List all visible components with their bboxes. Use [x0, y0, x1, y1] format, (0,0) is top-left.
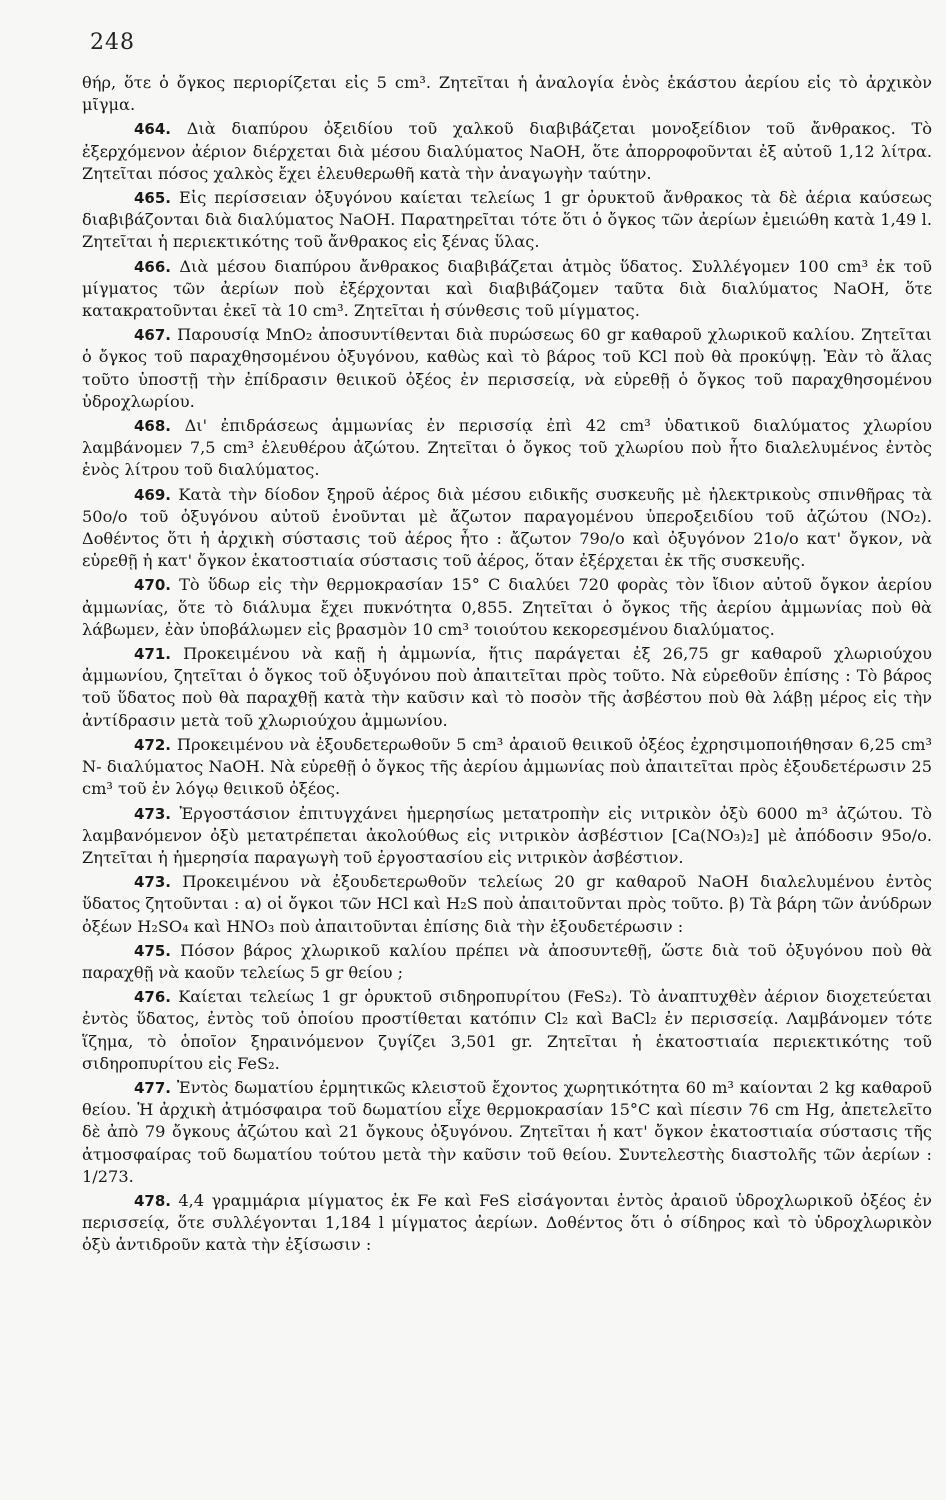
problem-number: 466. [134, 257, 172, 276]
problem-text: Καίεται τελείως 1 gr ὀρυκτοῦ σιδηροπυρίτου (FeS₂). Τὸ ἀναπτυχθὲν ἀέριον διοχετεύεται ἐντὸς ὕδατος, ἐντὸς τοῦ ὁποίου προστίθεται κατόπιν Cl₂ καὶ BaCl₂ ἐν περισσείᾳ. Λαμβάνομεν τότε ἵζημα, τὸ ὁποῖον ξηραινόμενον ζυγίζει 3,501 gr. Ζητεῖται ἡ ἑκατοστιαία περιεκτικότης τοῦ σιδηροπυρίτου εἰς FeS₂. [82, 987, 932, 1073]
problem-number: 477. [134, 1078, 172, 1097]
problem-465 [82, 187, 932, 254]
problem-number: 467. [134, 326, 172, 345]
problem-text: Παρουσίᾳ MnO₂ ἀποσυντίθενται διὰ πυρώσεως 60 gr καθαροῦ χλωρικοῦ καλίου. Ζητεῖται ὁ ὄγκος τοῦ παραχθησομένου ὀξυγόνου, καθὼς καὶ τὸ βάρος τοῦ KCl ποὺ θὰ προκύψῃ. Ἐὰν τὸ ἅλας τοῦτο ὑποστῇ τὴν ἐπίδρασιν θειικοῦ ὀξέος ἐν περισσείᾳ, νὰ εὑρεθῇ ὁ ὄγκος τοῦ παραχθησομένου ὑδροχλωρίου. [82, 325, 932, 411]
problem-468 [82, 415, 932, 482]
problem-470 [82, 574, 932, 641]
problem-464 [82, 118, 932, 185]
problem-continuation [82, 72, 932, 116]
problem-478 [82, 1190, 932, 1257]
problem-number: 476. [134, 988, 172, 1007]
problem-number: 475. [134, 941, 172, 960]
problem-473 [82, 871, 932, 938]
problem-477 [82, 1077, 932, 1188]
page-number: 248 [90, 30, 135, 55]
problem-number: 470. [134, 576, 172, 595]
problem-475 [82, 940, 932, 984]
problem-471 [82, 643, 932, 732]
problem-text: Τὸ ὕδωρ εἰς τὴν θερμοκρασίαν 15° C διαλύει 720 φορὰς τὸν ἴδιον αὐτοῦ ὄγκον ἀερίου ἀμμωνίας, ὅτε τὸ διάλυμα ἔχει πυκνότητα 0,855. Ζητεῖται ὁ ὄγκος τῆς ἀερίου ἀμμωνίας ποὺ θὰ λάβωμεν, ἐὰν ὑποβάλωμεν εἰς βρασμὸν 10 cm³ τοιούτου κεκορεσμένου διαλύματος. [82, 575, 932, 639]
problem-number: 473. [134, 804, 172, 823]
problem-text: Δι' ἐπιδράσεως ἀμμωνίας ἐν περισσίᾳ ἐπὶ 42 cm³ ὑδατικοῦ διαλύματος χλωρίου λαμβάνομεν 7,5 cm³ ἐλευθέρου ἀζώτου. Ζητεῖται ὁ ὄγκος τοῦ χλωρίου ποὺ ἦτο διαλελυμένος ἐντὸς ἑνὸς λίτρου τοῦ διαλύματος. [82, 416, 932, 480]
problem-text: Εἰς περίσσειαν ὀξυγόνου καίεται τελείως 1 gr ὀρυκτοῦ ἄνθρακος τὰ δὲ ἀέρια καύσεως διαβιβάζονται διὰ διαλύματος NaOH. Παρατηρεῖται τότε ὅτι ὁ ὄγκος τῶν ἀερίων ἐμειώθη κατὰ 1,49 l. Ζητεῖται ἡ περιεκτικότης τοῦ ἄνθρακος εἰς ξένας ὕλας. [82, 188, 932, 252]
problem-number: 471. [134, 645, 172, 664]
problem-text: Προκειμένου νὰ ἐξουδετερωθοῦν 5 cm³ ἀραιοῦ θειικοῦ ὀξέος ἐχρησιμοποιήθησαν 6,25 cm³ N- διαλύματος NaOH. Νὰ εὑρεθῇ ὁ ὄγκος τῆς ἀερίου ἀμμωνίας ποὺ ἀπαιτεῖται πρὸς ἐξουδετέρωσιν 25 cm³ τοῦ ἐν λόγῳ θειικοῦ ὀξέος. [82, 734, 932, 799]
problem-text: Πόσον βάρος χλωρικοῦ καλίου πρέπει νὰ ἀποσυντεθῇ, ὥστε διὰ τοῦ ὀξυγόνου ποὺ θὰ παραχθῇ νὰ καοῦν τελείως 5 gr θείου ; [82, 940, 932, 982]
problem-number: 464. [134, 120, 172, 139]
problem-number: 469. [134, 485, 172, 504]
problem-number: 478. [134, 1191, 172, 1210]
problem-text: Ἐντὸς δωματίου ἐρμητικῶς κλειστοῦ ἔχοντος χωρητικότητα 60 m³ καίονται 2 kg καθαροῦ θείου. Ἡ ἀρχικὴ ἀτμόσφαιρα τοῦ δωματίου εἶχε θερμοκρασίαν 15°C καὶ πίεσιν 76 cm Hg, ἀπετελεῖτο δὲ ἀπὸ 79 ὄγκους ἀζώτου καὶ 21 ὄγκους ὀξυγόνου. Ζητεῖται ἡ κατ' ὄγκον ἑκατοστιαία σύστασις τῆς ἀτμοσφαίρας τοῦ δωματίου τούτου μετὰ τὴν καῦσιν τοῦ θείου. Συντελεστὴς διαστολῆς τῶν ἀερίων : 1/273. [82, 1077, 932, 1186]
problem-476 [82, 986, 932, 1075]
problem-text: θήρ, ὅτε ὁ ὄγκος περιορίζεται εἰς 5 cm³. Ζητεῖται ἡ ἀναλογία ἑνὸς ἑκάστου ἀερίου εἰς τὸ ἀρχικὸν μῖγμα. [82, 73, 932, 115]
problem-text: 4,4 γραμμάρια μίγματος ἐκ Fe καὶ FeS εἰσάγονται ἐντὸς ἀραιοῦ ὑδροχλωρικοῦ ὀξέος ἐν περισσείᾳ, ὅτε συλλέγονται 1,184 l μίγματος ἀερίων. Δοθέντος ὅτι ὁ σίδηρος καὶ τὸ ὑδροχλωρικὸν ὀξὺ ἀντιδροῦν κατὰ τὴν ἐξίσωσιν : [82, 1190, 932, 1255]
problem-list [82, 72, 932, 1259]
problem-472 [82, 734, 932, 801]
problem-text: Προκειμένου νὰ καῇ ἡ ἀμμωνία, ἥτις παράγεται ἐξ 26,75 gr καθαροῦ χλωριούχου ἀμμωνίου, ζητεῖται ὁ ὄγκος τοῦ ὀξυγόνου ποὺ ἀπαιτεῖται πρὸς τοῦτο. Νὰ εὑρεθοῦν ἐπίσης : Τὸ βάρος τοῦ ὕδατος ποὺ θὰ παραχθῇ κατὰ τὴν καῦσιν καὶ τὸ ποσὸν τῆς ἀσβέστου ποὺ θὰ λάβῃ μέρος εἰς τὴν ἀντίδρασιν μετὰ τοῦ χλωριούχου ἀμμωνίου. [82, 644, 932, 730]
problem-text: Κατὰ τὴν δίοδον ξηροῦ ἀέρος διὰ μέσου ειδικῆς συσκευῆς μὲ ἠλεκτρικοὺς σπινθῆρας τὰ 50ο/ο τοῦ ὀξυγόνου αὐτοῦ ἑνοῦνται μὲ ἄζωτον παραγομένου ὑπεροξειδίου τοῦ ἀζώτου (NO₂). Δοθέντος ὅτι ἡ ἀρχικὴ σύστασις τοῦ ἀέρος ἦτο : ἄζωτον 79ο/ο καὶ ὀξυγόνον 21ο/ο κατ' ὄγκον, νὰ εὑρεθῇ ἡ κατ' ὄγκον ἑκατοστιαία σύστασις τοῦ ἀέρος, ὅταν ἐξέρχεται ἐκ τῆς συσκευῆς. [82, 484, 932, 571]
problem-number: 473. [134, 873, 172, 892]
problem-text: Διὰ διαπύρου ὀξειδίου τοῦ χαλκοῦ διαβιβάζεται μονοξείδιον τοῦ ἄνθρακος. Τὸ ἐξερχόμενον ἀέριον διέρχεται διὰ μέσου διαλύματος NaOH, ὅτε ἀπορροφοῦνται ἐξ αὐτοῦ 1,12 λίτρα. Ζητεῖται πόσος χαλκὸς ἔχει ἐλευθερωθῆ κατὰ τὴν ἀναγωγὴν ταύτην. [82, 119, 932, 183]
problem-466 [82, 256, 932, 323]
problem-469 [82, 484, 932, 573]
problem-number: 468. [134, 417, 172, 436]
problem-text: Διὰ μέσου διαπύρου ἄνθρακος διαβιβάζεται ἀτμὸς ὕδατος. Συλλέγομεν 100 cm³ ἐκ τοῦ μίγματος τῶν ἀερίων ποὺ ἐξέρχονται καὶ διαβιβάζομεν ταῦτα διὰ διαλύματος NaOH, ὅτε κατακρατοῦνται ἐκεῖ τὰ 10 cm³. Ζητεῖται ἡ σύνθεσις τοῦ μίγματος. [82, 256, 932, 321]
problem-text: Προκειμένου νὰ ἐξουδετερωθοῦν τελείως 20 gr καθαροῦ NaOH διαλελυμένου ἐντὸς ὕδατος ζητοῦνται : α) οἱ ὄγκοι τῶν HCl καὶ H₂S ποὺ ἀπαιτοῦνται πρὸς τοῦτο. β) Τὰ βάρη τῶν ἀνύδρων ὀξέων H₂SO₄ καὶ HNO₃ ποὺ ἀπαιτοῦνται ἐπίσης διὰ τὴν ἐξουδετέρωσιν : [82, 872, 932, 936]
problem-473 [82, 803, 932, 870]
problem-467 [82, 324, 932, 413]
problem-text: Ἐργοστάσιον ἐπιτυγχάνει ἡμερησίως μετατροπὴν εἰς νιτρικὸν ὀξὺ 6000 m³ ἀζώτου. Τὸ λαμβανόμενον ὀξὺ μετατρέπεται ἀκολούθως εἰς νιτρικὸν ἀσβέστιον [Ca(NO₃)₂] μὲ ἀπόδοσιν 95ο/ο. Ζητεῖται ἡ ἡμερησία παραγωγὴ τοῦ ἐργοστασίου εἰς νιτρικὸν ἀσβέστιον. [82, 803, 932, 867]
problem-number: 472. [134, 735, 172, 754]
problem-number: 465. [134, 189, 172, 208]
